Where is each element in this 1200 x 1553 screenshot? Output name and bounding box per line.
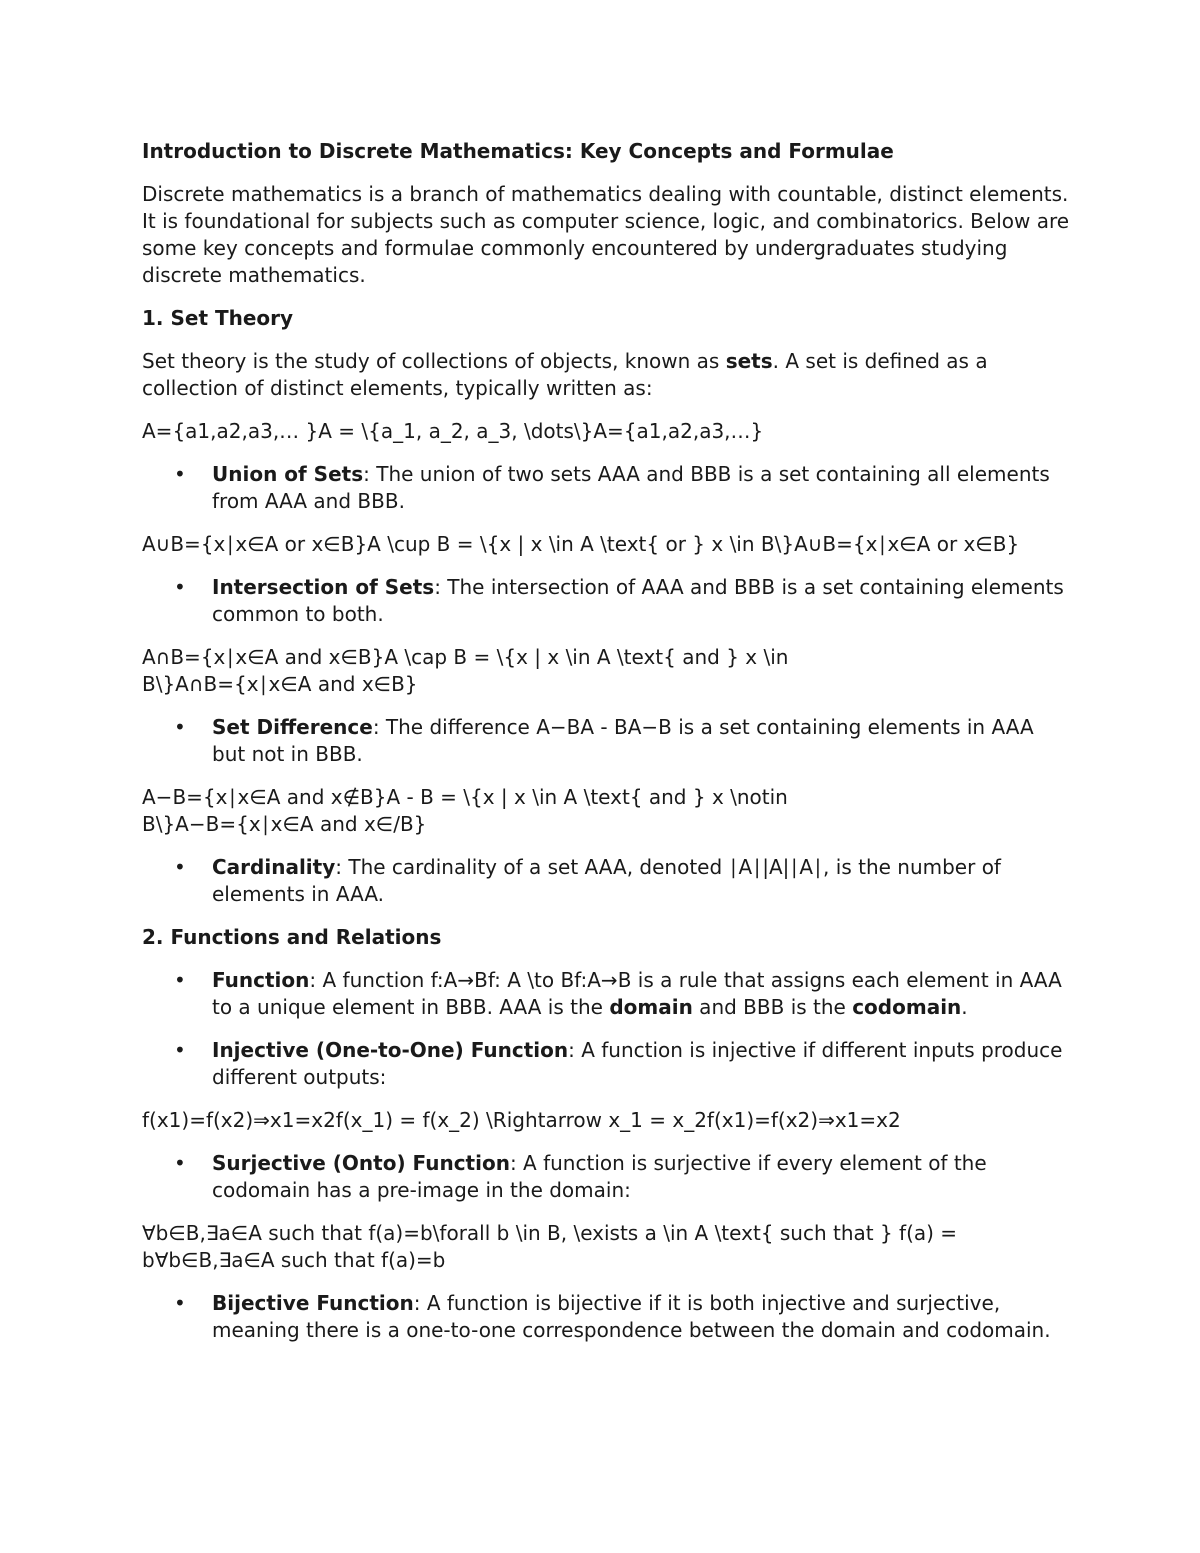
intersection-term: Intersection of Sets bbox=[212, 575, 435, 599]
set-theory-intro-text-2: . A set is defined as a collection of distinct elements, typically written as: bbox=[142, 349, 988, 400]
set-theory-intro bbox=[142, 348, 1072, 402]
page-title: Introduction to Discrete Mathematics: Key Concepts and Formulae bbox=[142, 139, 894, 163]
intro-paragraph: Discrete mathematics is a branch of mathematics dealing with countable, distinct elements. It is foundational for subjects such as computer science, logic, and combinatorics. Below are some key concepts and formulae commonly encountered by undergraduates studying discrete mathematics. bbox=[142, 182, 1070, 287]
list-item-bijective bbox=[142, 1290, 1072, 1344]
surjective-formula: ∀b∈B,∃a∈A such that f(a)=b\forall b \in B, \exists a \in A \text{ such that } f(a) = b∀b∈B,∃a∈A such that f(a)=b bbox=[142, 1221, 958, 1272]
difference-description: : The difference A−BA - BA−B is a set containing elements in AAA but not in BBB. bbox=[212, 715, 1034, 766]
list-item-injective bbox=[142, 1037, 1072, 1091]
difference-list bbox=[142, 714, 1072, 768]
list-item-function bbox=[142, 967, 1072, 1021]
function-description-3: . bbox=[961, 995, 968, 1019]
domain-term: domain bbox=[609, 995, 693, 1019]
difference-term: Set Difference bbox=[212, 715, 373, 739]
bullet-icon: • bbox=[174, 462, 186, 486]
injective-term: Injective (One-to-One) Function bbox=[212, 1038, 569, 1062]
set-notation-formula: A={a1,a2,a3,… }A = \{a_1, a_2, a_3, \dots\}A={a1,a2,a3,…} bbox=[142, 419, 764, 443]
list-item-cardinality bbox=[142, 854, 1072, 908]
bijective-description: : A function is bijective if it is both injective and surjective, meaning there is a one-to-one correspondence between the domain and codomain. bbox=[212, 1291, 1051, 1342]
section-heading-set-theory: 1. Set Theory bbox=[142, 306, 294, 330]
bullet-icon: • bbox=[174, 1038, 186, 1062]
document-page bbox=[142, 138, 1072, 1360]
bullet-icon: • bbox=[174, 1151, 186, 1175]
function-list bbox=[142, 967, 1072, 1091]
list-item-union bbox=[142, 461, 1072, 515]
bullet-icon: • bbox=[174, 715, 186, 739]
injective-description: : A function is injective if different inputs produce different outputs: bbox=[212, 1038, 1063, 1089]
intersection-list bbox=[142, 574, 1072, 628]
injective-formula: f(x1)=f(x2)⇒x1=x2f(x_1) = f(x_2) \Rightarrow x_1 = x_2f(x1)=f(x2)⇒x1=x2 bbox=[142, 1108, 901, 1132]
intersection-formula: A∩B={x∣x∈A and x∈B}A \cap B = \{x | x \in A \text{ and } x \in B\}A∩B={x∣x∈A and x∈B} bbox=[142, 645, 789, 696]
list-item-intersection bbox=[142, 574, 1072, 628]
union-formula: A∪B={x∣x∈A or x∈B}A \cup B = \{x | x \in A \text{ or } x \in B\}A∪B={x∣x∈A or x∈B} bbox=[142, 532, 1020, 556]
cardinality-term: Cardinality bbox=[212, 855, 336, 879]
function-description-1: : A function f:A→Bf: A \to Bf:A→B is a rule that assigns each element in AAA to a unique element in BBB. AAA is the bbox=[212, 968, 1062, 1019]
bijective-list bbox=[142, 1290, 1072, 1344]
bijective-term: Bijective Function bbox=[212, 1291, 414, 1315]
set-theory-intro-text-1: Set theory is the study of collections of objects, known as bbox=[142, 349, 726, 373]
list-item-surjective bbox=[142, 1150, 1072, 1204]
codomain-term: codomain bbox=[852, 995, 962, 1019]
sets-term: sets bbox=[725, 349, 773, 373]
bullet-icon: • bbox=[174, 855, 186, 879]
intersection-description: : The intersection of AAA and BBB is a set containing elements common to both. bbox=[212, 575, 1064, 626]
section-heading-functions: 2. Functions and Relations bbox=[142, 925, 442, 949]
cardinality-description: : The cardinality of a set AAA, denoted ∣A∣|A|∣A∣, is the number of elements in AAA. bbox=[212, 855, 1001, 906]
surjective-description: : A function is surjective if every element of the codomain has a pre-image in the domain: bbox=[212, 1151, 987, 1202]
bullet-icon: • bbox=[174, 1291, 186, 1315]
cardinality-list bbox=[142, 854, 1072, 908]
function-description-2: and BBB is the bbox=[692, 995, 853, 1019]
list-item-difference bbox=[142, 714, 1072, 768]
union-list bbox=[142, 461, 1072, 515]
bullet-icon: • bbox=[174, 968, 186, 992]
surjective-term: Surjective (Onto) Function bbox=[212, 1151, 510, 1175]
union-description: : The union of two sets AAA and BBB is a set containing all elements from AAA and BBB. bbox=[212, 462, 1050, 513]
union-term: Union of Sets bbox=[212, 462, 364, 486]
function-term: Function bbox=[212, 968, 310, 992]
bullet-icon: • bbox=[174, 575, 186, 599]
difference-formula: A−B={x∣x∈A and x∉B}A - B = \{x | x \in A \text{ and } x \notin B\}A−B={x∣x∈A and x∈/B} bbox=[142, 785, 788, 836]
surjective-list bbox=[142, 1150, 1072, 1204]
